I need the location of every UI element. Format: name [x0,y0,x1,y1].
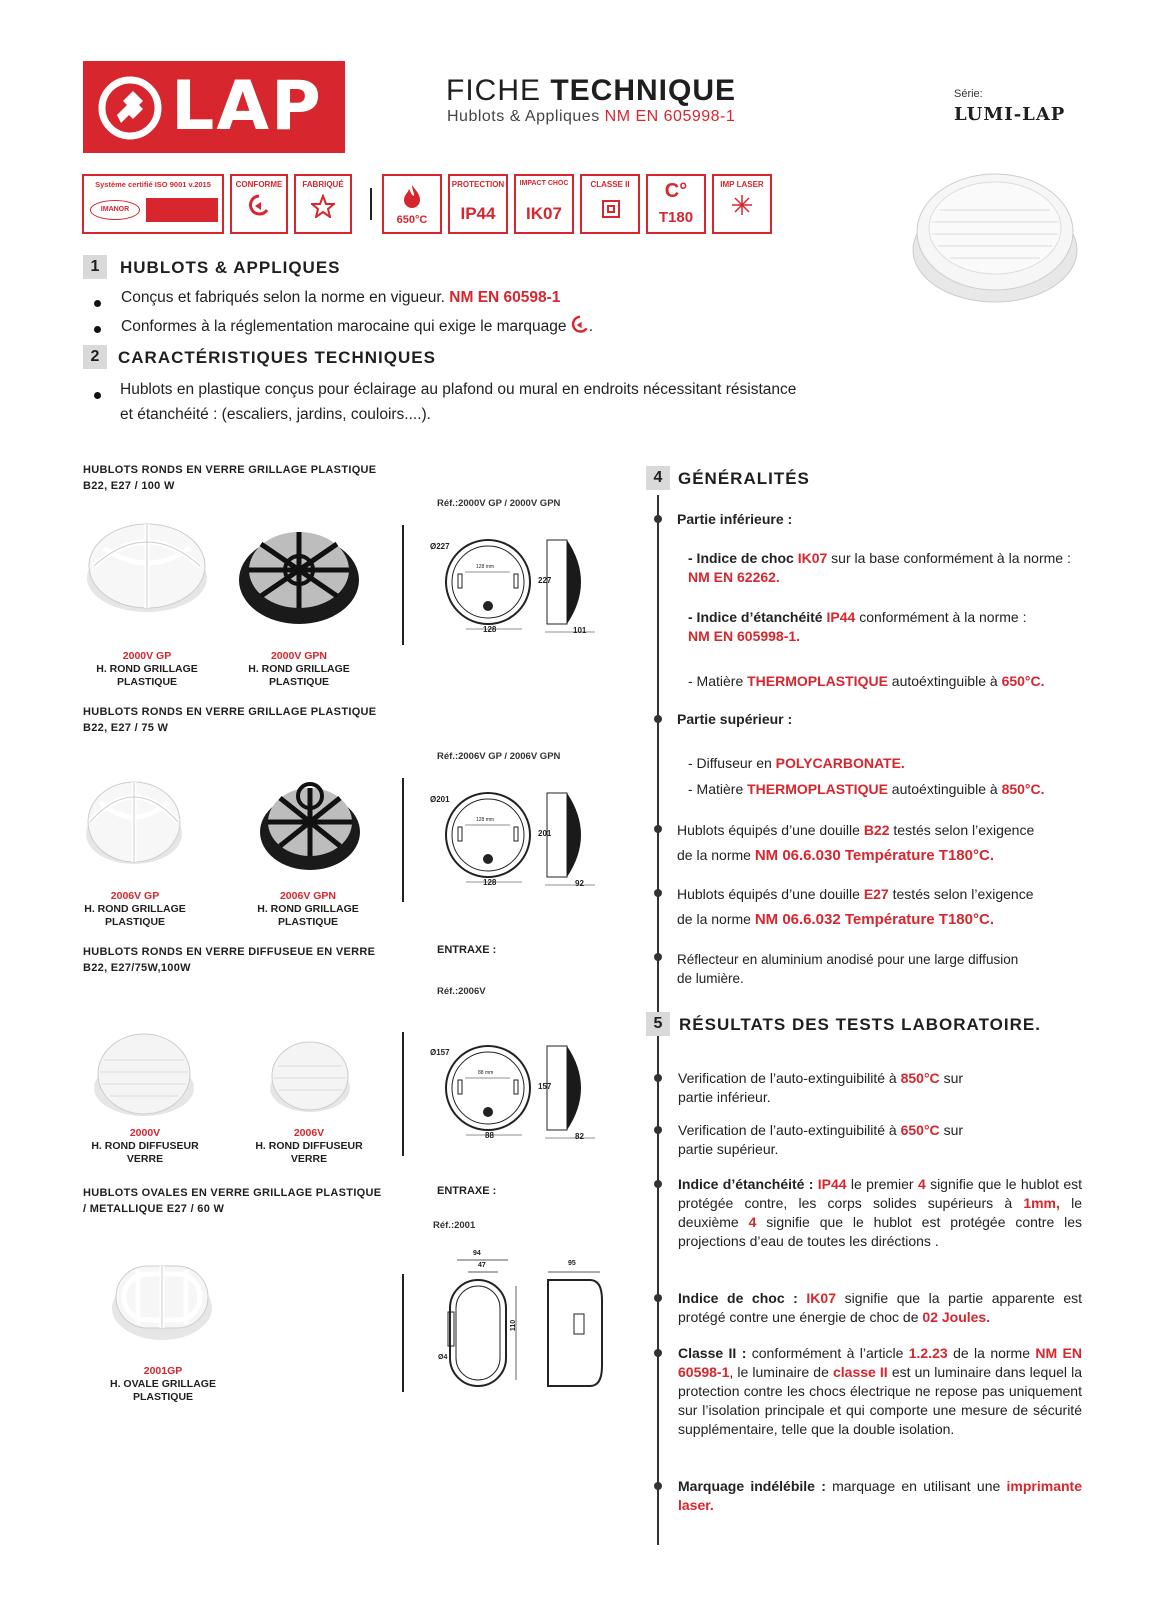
reflector-note [677,950,1018,988]
section-1-number: 1 [83,255,107,279]
category-specs: B22, E27 / 100 W [83,480,175,492]
product-2006v-gp-caption [70,890,200,929]
product-code: 2006V GPN [279,890,337,902]
certification-stamp [146,198,218,222]
product-group-4-diagram [440,1250,620,1400]
height-label: 157 [538,1082,552,1091]
lamp-2000v-gp-image [84,518,210,618]
test-text: marquage en utilisant une [832,1478,1001,1494]
depth-label: 82 [575,1132,584,1141]
test-text: hublot est protégée contre, les corps solides supérieurs à [678,1176,1083,1211]
lamp-2000v-image [92,1030,196,1120]
test-temp: 650°C [900,1122,940,1138]
category-specs: B22, E27 / 75 W [83,722,169,734]
fabrique-label: FABRIQUÉ [302,180,344,189]
category-line: HUBLOTS RONDS EN VERRE DIFFUSEUE EN VERRE [83,946,376,958]
test-label: Classe II : [678,1345,747,1361]
item-value: THERMOPLASTIQUE [747,781,888,797]
test-text: le premier [850,1176,914,1192]
test-value: IP44 [817,1176,847,1192]
product-group-3-diagram [430,1040,610,1152]
inf-item-etancheite [688,608,1093,646]
product-group-1-title [83,462,376,494]
product-2000v-gp-caption [84,650,210,689]
plug-icon [97,75,163,141]
serie-brand: LUMI-LAP [954,104,1066,125]
entraxe-label: ENTRAXE : [437,944,497,956]
product-code: 2001GP [143,1365,183,1377]
title-bold: TECHNIQUE [550,74,737,107]
classe-badge [580,174,640,234]
item-text: autoéxtinguible à [891,781,998,797]
test-value: IK07 [806,1290,836,1306]
product-name: H. ROND GRILLAGE [257,903,359,915]
test-text: signifie que le [930,1176,1017,1192]
test-850 [678,1069,1082,1107]
width-label: 88 [485,1131,494,1140]
section-1-bullet-1 [121,289,560,307]
product-2000v-gpn-caption [236,650,362,689]
timeline-dot [654,515,662,523]
section-2-title: CARACTÉRISTIQUES TECHNIQUES [118,348,436,367]
product-name: H. ROND DIFFUSEUR [255,1140,363,1152]
timeline-dot [654,889,662,897]
product-name: H. ROND DIFFUSEUR [91,1140,199,1152]
product-group-3-ref: Réf.:2006V [437,986,486,997]
logo-text: LAP [171,67,323,146]
product-name: H. ROND GRILLAGE [84,903,186,915]
timeline-dot [654,1180,662,1188]
temp-unit: C° [664,180,688,202]
product-name-2: VERRE [290,1153,328,1165]
test-text: sur [943,1070,964,1086]
test-digit: 4 [748,1214,757,1230]
item-value: IP44 [826,609,856,625]
double-square-icon [602,200,620,218]
test-text: sur [943,1122,964,1138]
conformity-mark-icon [232,194,286,224]
lap-logo [83,61,345,153]
product-name-2: PLASTIQUE [268,676,330,688]
note-text: de lumière. [677,971,744,986]
test-digit: 4 [917,1176,926,1192]
test-ik07 [678,1289,1082,1327]
product-name-2: PLASTIQUE [104,916,166,928]
product-group-2-ref: Réf.:2006V GP / 2006V GPN [437,751,561,762]
product-name: H. OVALE GRILLAGE [110,1378,216,1390]
laser-icon [714,194,770,222]
lamp-2006v-gp-image [84,776,184,872]
bullet-standard: NM EN 60598-1 [449,289,561,306]
morocco-star-icon [296,194,350,224]
test-650 [678,1121,1082,1159]
item-standard: NM EN 62262. [688,569,780,585]
impact-label: IMPACT CHOC [519,180,569,187]
inf-item-choc [688,549,1093,587]
product-2006v-caption [244,1127,374,1166]
test-label: Indice d’étanchéité : [678,1176,814,1192]
conformity-mark-icon [571,315,589,335]
note-standard: NM 06.6.030 Température T180°C. [754,847,994,864]
product-2006v-gpn-caption [243,890,373,929]
product-group-4-ref: Réf.:2001 [433,1220,476,1231]
timeline-dot [654,715,662,723]
divider [402,525,404,645]
diameter-label: Ø201 [430,795,450,804]
section-5-title: RÉSULTATS DES TESTS LABORATOIRE. [679,1015,1041,1034]
product-name-2: PLASTIQUE [277,916,339,928]
height-label: 110 [510,1319,518,1332]
entraxe-label: ENTRAXE : [437,1185,497,1197]
height-label: 227 [538,576,552,585]
product-group-4-title [83,1185,381,1217]
note-standard: NM 06.6.032 Température T180°C. [754,911,994,928]
test-value: 02 Joules. [922,1309,991,1325]
product-name-2: PLASTIQUE [132,1391,194,1403]
bullet-text: Conformes à la réglementation marocaine qui exige le marquage [121,318,567,335]
product-group-1-diagram [430,534,610,644]
item-label: - Diffuseur en [688,755,772,771]
lamp-2006v-image [268,1038,352,1116]
product-group-1-ref: Réf.:2000V GP / 2000V GPN [437,498,561,509]
bullet [94,392,101,399]
product-code: 2000V GP [122,650,172,662]
flame-icon [384,184,440,216]
e27-test-note [677,882,1034,932]
section-2-number: 2 [83,345,107,369]
item-label: - Matière [688,781,744,797]
divider [402,778,404,902]
timeline-dot [654,953,662,961]
diameter-label: Ø157 [430,1048,450,1057]
item-value: THERMOPLASTIQUE [747,673,888,689]
bullet [94,326,101,333]
timeline-dot [654,1294,662,1302]
page-subtitle [447,108,735,126]
sup-item-matiere [688,780,1045,799]
note-text: de la norme [677,847,751,863]
test-text: partie inférieur. [678,1089,771,1105]
half-width-label: 47 [478,1262,486,1269]
category-line: HUBLOTS RONDS EN VERRE GRILLAGE PLASTIQUE [83,464,377,476]
section-2-bullet-1: Hublots en plastique conçus pour éclairage au plafond ou mural en endroits nécessitant résistance [120,381,797,398]
product-code: 2006V GP [110,890,160,902]
diameter-label: Ø227 [430,542,450,551]
sup-item-diffuseur [688,754,905,773]
note-text: Hublots équipés d’une douille [677,822,860,838]
item-label: - Indice d’étanchéité [688,609,823,625]
fire-badge [382,174,442,234]
classe-label: CLASSE II [590,180,630,189]
temperature-badge [646,174,706,234]
impact-value: IK07 [526,204,562,223]
page-title [446,74,736,108]
product-group-2-diagram [430,787,610,897]
test-ip44 [678,1175,1082,1251]
protection-label: PROTECTION [451,180,505,189]
item-value: POLYCARBONATE. [775,755,905,771]
category-specs: B22, E27/75W,100W [83,962,191,974]
lamp-2000v-gpn-image [236,518,362,628]
test-label: Marquage indélébile : [678,1478,826,1494]
test-text: conformément à l’article [751,1345,904,1361]
timeline-dot [654,825,662,833]
item-temp: 850°C. [1001,781,1045,797]
test-marquage [678,1477,1082,1515]
product-2000v-caption [80,1127,210,1166]
inner-width-label: 128 mm [476,564,495,570]
width-label: 128 [483,878,497,887]
section-2-bullet-1-cont: et étanchéité : (escaliers, jardins, couloirs....). [120,406,431,423]
category-specs: / METALLIQUE E27 / 60 W [83,1203,225,1215]
partie-superieur-title: Partie supérieur : [677,711,793,727]
product-group-2-title [83,704,376,736]
iso-text: Système certifié ISO 9001 v.2015 [95,180,211,189]
inner-width-label: 88 mm [478,1070,494,1076]
test-value: 1.2.23 [908,1345,948,1361]
divider [402,1032,404,1156]
conforme-badge [230,174,288,234]
test-text: le deuxième [678,1195,1082,1230]
product-name: H. ROND GRILLAGE [96,663,198,675]
timeline-dot [654,1126,662,1134]
test-value: imprimante laser. [678,1478,1083,1513]
category-line: HUBLOTS OVALES EN VERRE GRILLAGE PLASTIQUE [83,1187,382,1199]
test-classe-ii [678,1344,1082,1439]
test-text: Verification de l’auto-extinguibilité à [678,1070,897,1086]
test-temp: 850°C [900,1070,940,1086]
item-temp: 650°C. [1001,673,1045,689]
inner-width-label: 128 mm [476,817,495,823]
item-value: IK07 [797,550,828,566]
lamp-2001gp-image [108,1252,214,1344]
item-standard: NM EN 605998-1. [688,628,801,644]
product-code: 2000V [129,1127,161,1139]
serie-label: Série: [954,88,983,100]
test-text: , le luminaire de [729,1364,829,1380]
depth-label: 101 [573,626,587,635]
width-label: 94 [473,1250,481,1257]
title-light: FICHE [446,74,541,107]
category-line: HUBLOTS RONDS EN VERRE GRILLAGE PLASTIQUE [83,706,377,718]
depth-label: 92 [575,879,584,888]
product-name: H. ROND GRILLAGE [248,663,350,675]
note-text: testés selon l’exigence [892,886,1034,902]
bullet [94,300,101,307]
hole-label: Ø4 [438,1354,448,1361]
conforme-label: CONFORME [235,180,283,189]
divider [402,1274,404,1392]
b22-test-note [677,818,1034,868]
section-4-title: GÉNÉRALITÉS [678,469,810,488]
test-text: de la norme [953,1345,1030,1361]
item-text: sur la base conformément à la norme : [831,550,1071,566]
protection-badge [448,174,508,234]
hero-lamp-image [910,160,1080,310]
note-text: de la norme [677,911,751,927]
note-text: Réflecteur en aluminium anodisé pour une large diffusion [677,952,1019,967]
width-label: 128 [483,625,497,634]
depth-label: 95 [568,1260,576,1267]
item-text: conformément à la norme : [859,609,1027,625]
note-text: testés selon l’exigence [893,822,1035,838]
product-code: 2000V GPN [270,650,328,662]
note-text: Hublots équipés d’une douille [677,886,860,902]
iso-badge [82,174,224,234]
inf-item-matiere [688,672,1093,691]
item-text: autoéxtinguible à [891,673,998,689]
temp-value: T180 [658,209,694,226]
note-value: B22 [863,822,890,838]
test-label: Indice de choc : [678,1290,798,1306]
height-label: 201 [538,829,552,838]
section-1-title: HUBLOTS & APPLIQUES [120,258,341,277]
bullet-text: Conçus et fabriqués selon la norme en vigueur. [121,289,445,306]
imanor-logo: IMANOR [90,200,140,220]
lamp-2006v-gpn-image [258,774,362,874]
section-5-number: 5 [646,1012,670,1036]
subtitle-standard: NM EN 605998-1 [604,108,736,125]
test-text: signifie que le hublot est protégée contre les projections d’eau de toutes les diréctions . [678,1214,1083,1249]
test-text: est un luminaire dans lequel la protection contre les chocs électrique ne repose pas uniquement sur l’isolation principale et qui comporte une mesure de sécurité supplémentaire, telle que la double isolation. [678,1364,1083,1437]
product-group-3-title [83,944,375,976]
item-label: - Indice de choc [688,550,794,566]
item-label: - Matière [688,673,744,689]
product-name-2: VERRE [126,1153,164,1165]
section-4-number: 4 [646,466,670,490]
timeline-dot [654,1349,662,1357]
test-value: classe II [832,1364,888,1380]
test-standard: NM EN 60598-1 [678,1345,1082,1380]
product-name-2: PLASTIQUE [116,676,178,688]
laser-label: IMP LASER [720,180,764,189]
test-text: signifie que la partie apparente est protégé contre une énergie de choc de [678,1290,1083,1325]
timeline-dot [654,1482,662,1490]
partie-inferieure-title: Partie inférieure : [677,511,793,527]
protection-value: IP44 [460,204,496,223]
test-text: Verification de l’auto-extinguibilité à [678,1122,897,1138]
section-1-bullet-2: Conformes à la réglementation marocaine qui exige le marquage . [121,315,593,336]
product-2001gp-caption [95,1365,231,1404]
test-value: 1mm, [1023,1195,1060,1211]
product-code: 2006V [293,1127,325,1139]
subtitle-text: Hublots & Appliques [447,108,600,125]
laser-badge [712,174,772,234]
note-value: E27 [863,886,889,902]
fire-temp: 650°C [396,214,428,226]
impact-badge [514,174,574,234]
fabrique-badge [294,174,352,234]
test-text: partie supérieur. [678,1141,779,1157]
badge-separator [370,188,372,220]
timeline-dot [654,1074,662,1082]
